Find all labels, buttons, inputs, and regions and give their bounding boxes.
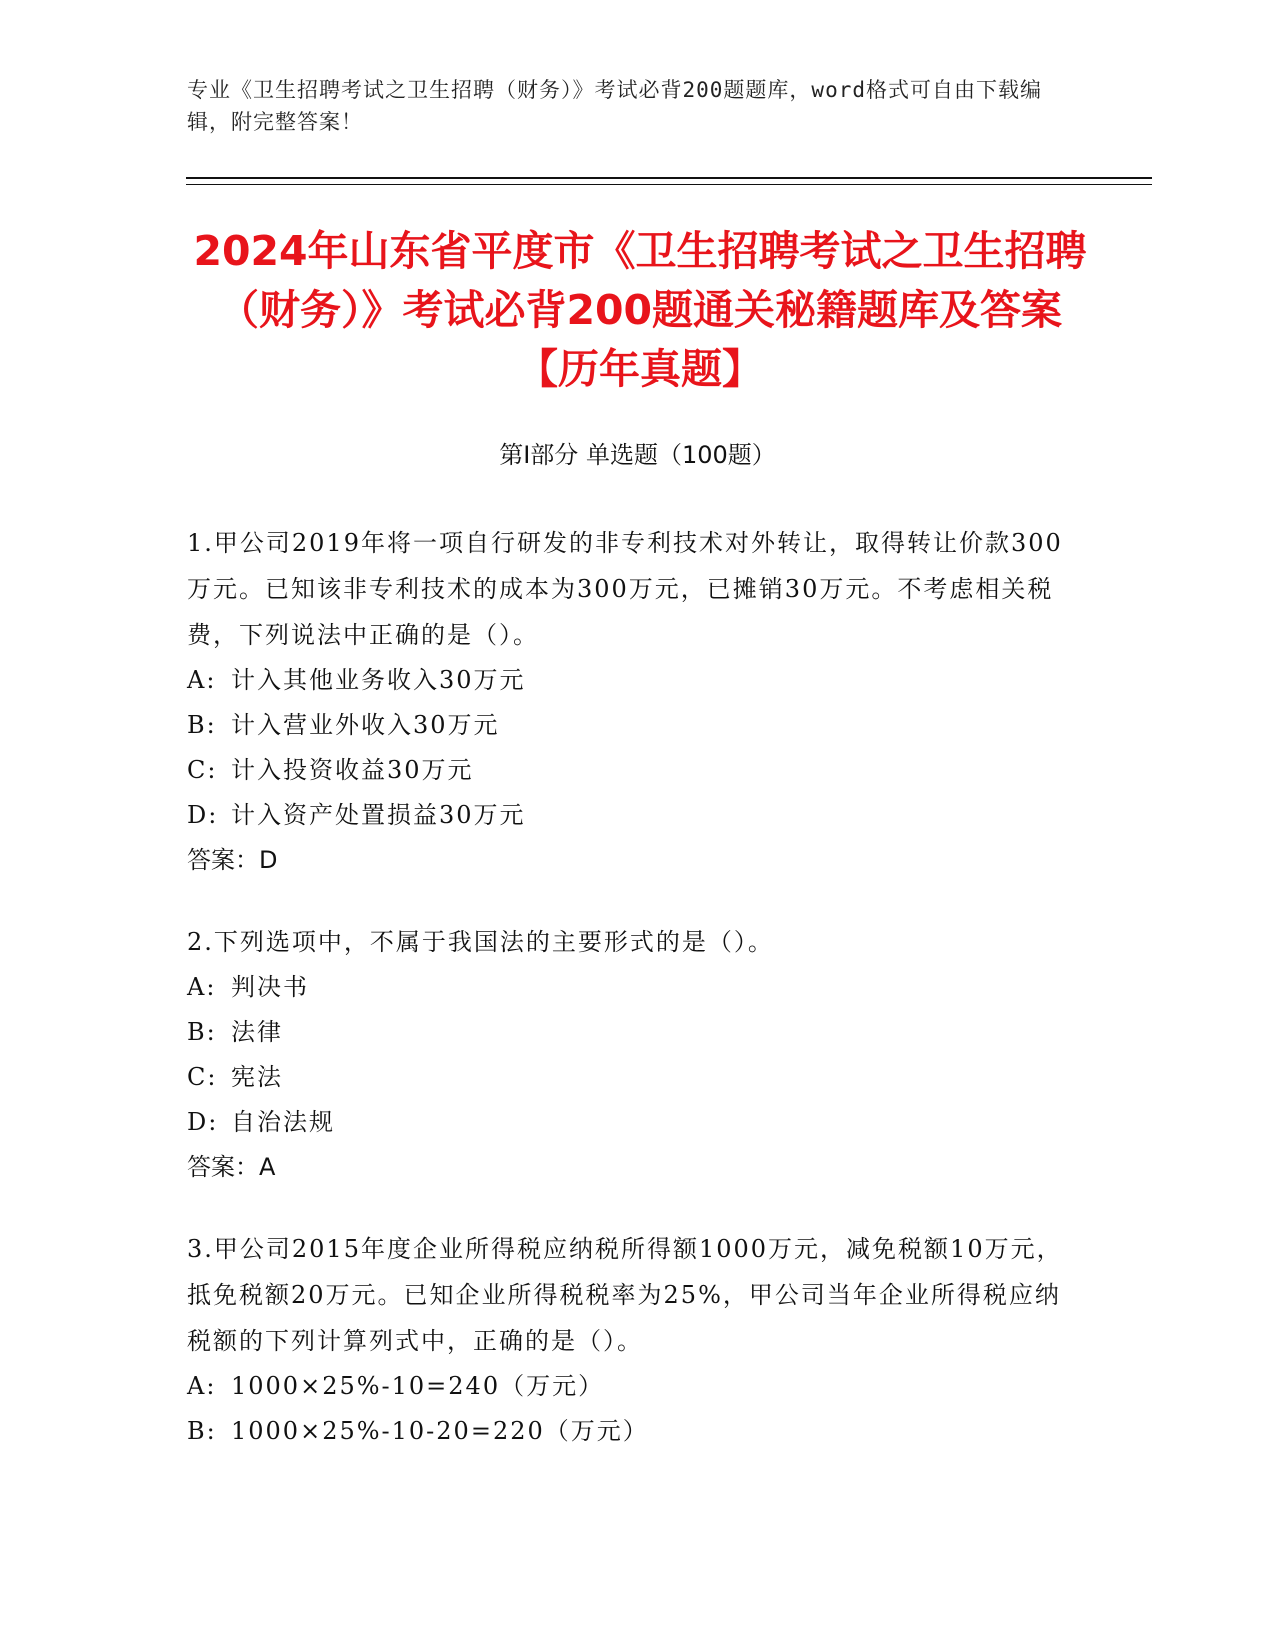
option-a xyxy=(187,965,1072,1010)
option-a xyxy=(187,658,1072,703)
option-text: 1000×25%-10=240（万元） xyxy=(231,1372,605,1400)
option-d xyxy=(187,1100,1072,1145)
header-note: 专业《卫生招聘考试之卫生招聘（财务）》考试必背200题题库，word格式可自由下载编辑，附完整答案！ xyxy=(187,78,1042,134)
header-rule-thick xyxy=(186,177,1152,179)
answer-line xyxy=(187,1145,1072,1190)
option-text: 计入其他业务收入30万元 xyxy=(231,666,526,694)
answer-label: 答案： xyxy=(187,846,259,874)
option-d xyxy=(187,793,1072,838)
option-text: 判决书 xyxy=(231,973,309,1001)
option-c xyxy=(187,1055,1072,1100)
option-text: 计入投资收益30万元 xyxy=(231,756,474,784)
section-title: 第I部分 单选题（100题） xyxy=(499,441,776,469)
option-key: C: xyxy=(187,756,218,784)
option-text: 自治法规 xyxy=(231,1108,335,1136)
option-text: 法律 xyxy=(231,1018,283,1046)
option-key: D: xyxy=(187,801,219,829)
question-text: 2.下列选项中，不属于我国法的主要形式的是（）。 xyxy=(187,928,774,956)
option-b xyxy=(187,1010,1072,1055)
option-key: A: xyxy=(187,1372,217,1400)
option-text: 宪法 xyxy=(231,1063,283,1091)
question-3 xyxy=(187,1226,1072,1454)
question-2 xyxy=(187,919,1072,1190)
document-title: 2024年山东省平度市《卫生招聘考试之卫生招聘（财务）》考试必背200题通关秘籍题库及答案【历年真题】 xyxy=(193,227,1087,393)
question-text: 1.甲公司2019年将一项自行研发的非专利技术对外转让，取得转让价款300万元。已知该非专利技术的成本为300万元，已摊销30万元。不考虑相关税费，下列说法中正确的是（）。 xyxy=(187,529,1063,649)
answer-line xyxy=(187,838,1072,883)
answer-value: D xyxy=(259,846,278,874)
option-text: 计入营业外收入30万元 xyxy=(231,711,500,739)
answer-label: 答案： xyxy=(187,1153,259,1181)
option-a xyxy=(187,1364,1072,1409)
option-text: 计入资产处置损益30万元 xyxy=(231,801,526,829)
option-c xyxy=(187,748,1072,793)
option-key: C: xyxy=(187,1063,218,1091)
option-key: A: xyxy=(187,973,217,1001)
option-key: B: xyxy=(187,1018,217,1046)
option-b xyxy=(187,703,1072,748)
answer-value: A xyxy=(259,1153,276,1181)
option-key: B: xyxy=(187,1417,217,1445)
header-rule-thin xyxy=(186,184,1152,185)
question-1 xyxy=(187,520,1072,883)
option-key: A: xyxy=(187,666,217,694)
option-b xyxy=(187,1409,1072,1454)
option-key: B: xyxy=(187,711,217,739)
question-list xyxy=(187,520,1072,1490)
option-key: D: xyxy=(187,1108,219,1136)
option-text: 1000×25%-10-20=220（万元） xyxy=(231,1417,649,1445)
question-text: 3.甲公司2015年度企业所得税应纳税所得额1000万元，减免税额10万元，抵免税额20万元。已知企业所得税税率为25%，甲公司当年企业所得税应纳税额的下列计算列式中，正确的是（）。 xyxy=(187,1235,1063,1355)
